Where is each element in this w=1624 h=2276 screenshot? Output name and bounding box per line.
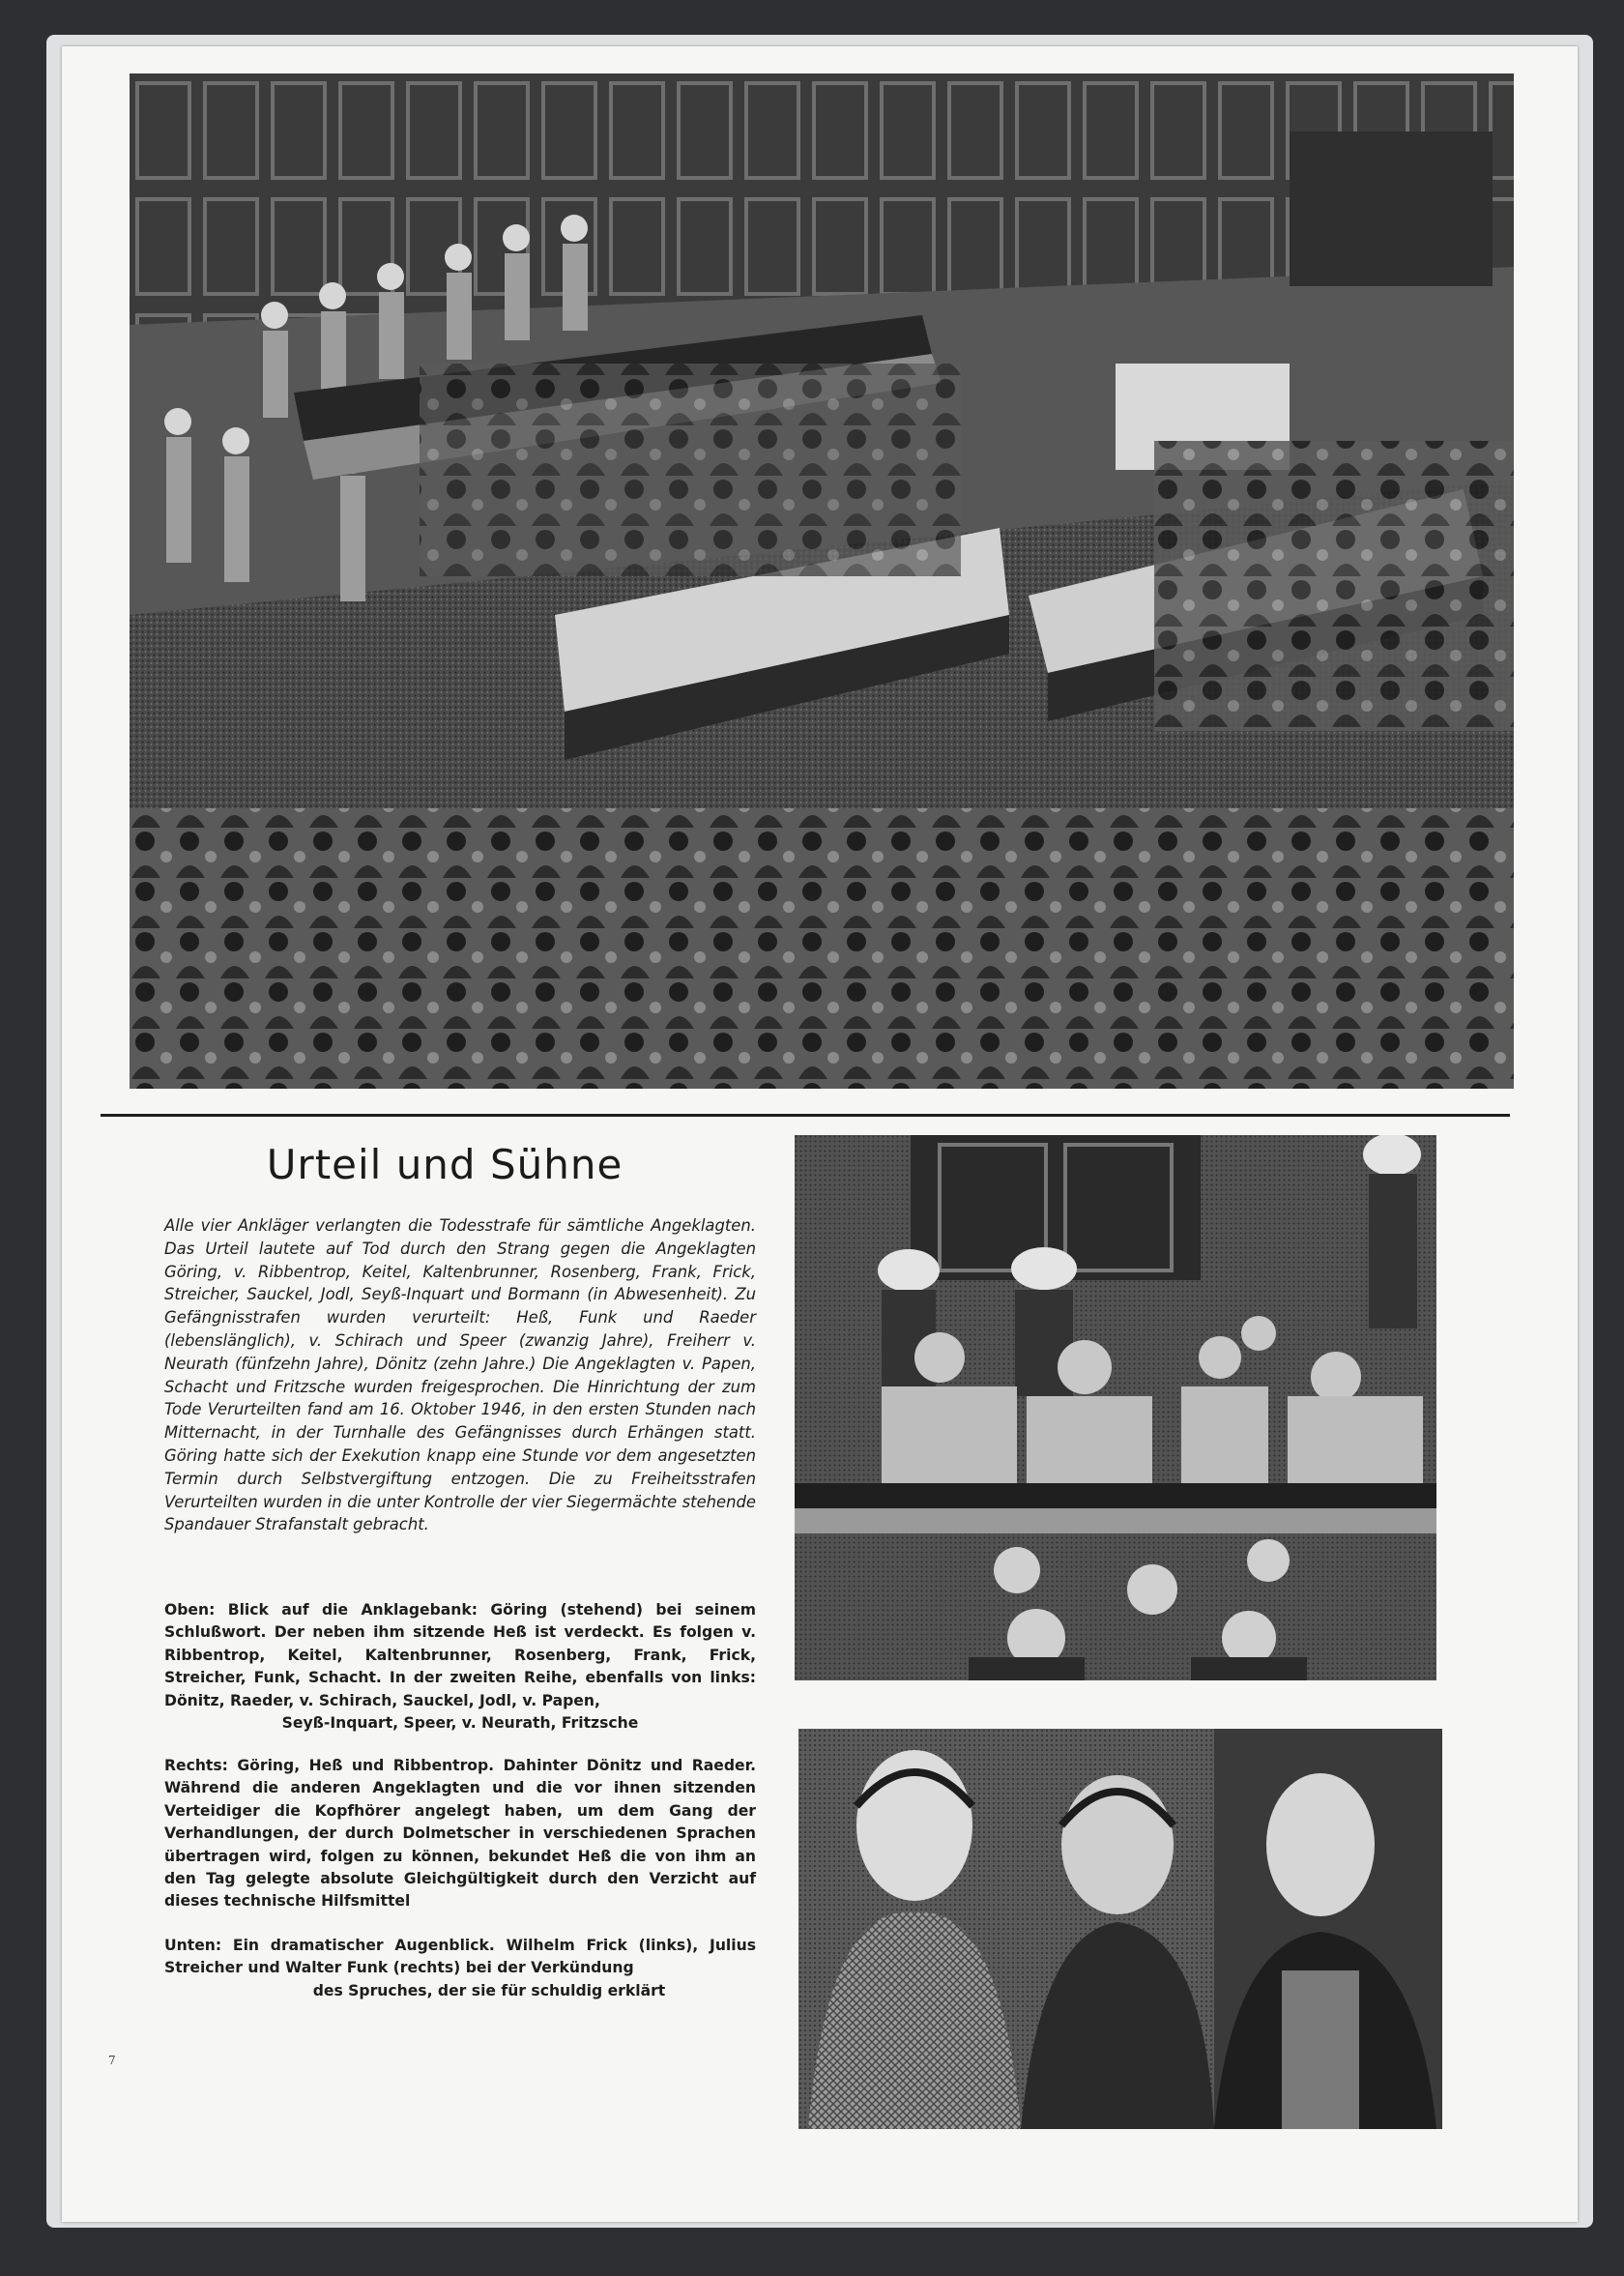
caption-right: Rechts: Göring, Heß und Ribbentrop. Dahinter Dönitz und Raeder. Während die anderen Angeklagten und die vor ihnen sitzenden Verteidiger die Kopfhörer angelegt haben, um dem Gang der Verhandlungen, der durch Dolmetscher in verschiedenen Sprachen übertragen wird, folgen zu können, bekundet Heß die von ihm an den Tag gelegte absolute Gleichgültigkeit durch den Verzicht auf dieses technische Hilfsmittel <box>164 1757 756 1911</box>
courtroom-photo <box>130 73 1514 1089</box>
caption-bottom-text: Unten: Ein dramatischer Augenblick. Wilhelm Frick (links), Julius Streicher und Walter Funk (rechts) bei der Verkündung <box>164 1937 756 1977</box>
frick-streicher-funk-photo <box>798 1729 1442 2129</box>
caption-top <box>164 1599 756 1735</box>
page-title: Urteil und Sühne <box>266 1141 624 1188</box>
caption-top-tail: Seyß-Inquart, Speer, v. Neurath, Fritzsche <box>281 1714 639 1733</box>
caption-bottom-tail: des Spruches, der sie für schuldig erklärt <box>312 1981 666 1999</box>
caption-bottom <box>164 1935 756 2002</box>
defendants-photo <box>795 1135 1436 1680</box>
pencil-mark: 7 <box>108 2054 116 2067</box>
article-body: Alle vier Ankläger verlangten die Todesstrafe für sämtliche Angeklagten. Das Urteil lautete auf Tod durch den Strang gegen die Angeklagten Göring, v. Ribbentrop, Keitel, Kaltenbrunner, Rosenberg, Frank, Frick, Streicher, Sauckel, Jodl, Seyß-Inquart und Bormann (in Abwesenheit). Zu Gefängnisstrafen wurden verurteilt: Heß, Funk und Raeder (lebenslänglich), v. Schirach und Speer (zwanzig Jahre), Freiherr v. Neurath (fünfzehn Jahre), Dönitz (zehn Jahre.) Die Angeklagten v. Papen, Schacht und Fritzsche wurden freigesprochen. Die Hinrichtung der zum Tode Verurteilten fand am 16. Oktober 1946, in den ersten Stunden nach Mitternacht, in der Turnhalle des Gefängnisses durch Erhängen statt. Göring hatte sich der Exekution knapp eine Stunde vor dem angesetzten Termin durch Selbstvergiftung entzogen. Die zu Freiheitsstrafen Verurteilten wurden in die unter Kontrolle der vier Siegermächte stehende Spandauer Strafanstalt gebracht. <box>164 1216 756 1534</box>
caption-top-text: Oben: Blick auf die Anklagebank: Göring (stehend) bei seinem Schlußwort. Der neben ihm sitzende Heß ist verdeckt. Es folgen v. Ribbentrop, Keitel, Kaltenbrunner, Rosenberg, Frank, Frick, Streicher, Funk, Schacht. In der zweiten Reihe, ebenfalls von links: Dönitz, Raeder, v. Schirach, Sauckel, Jodl, v. Papen, <box>164 1601 756 1709</box>
divider-line <box>101 1114 1510 1117</box>
